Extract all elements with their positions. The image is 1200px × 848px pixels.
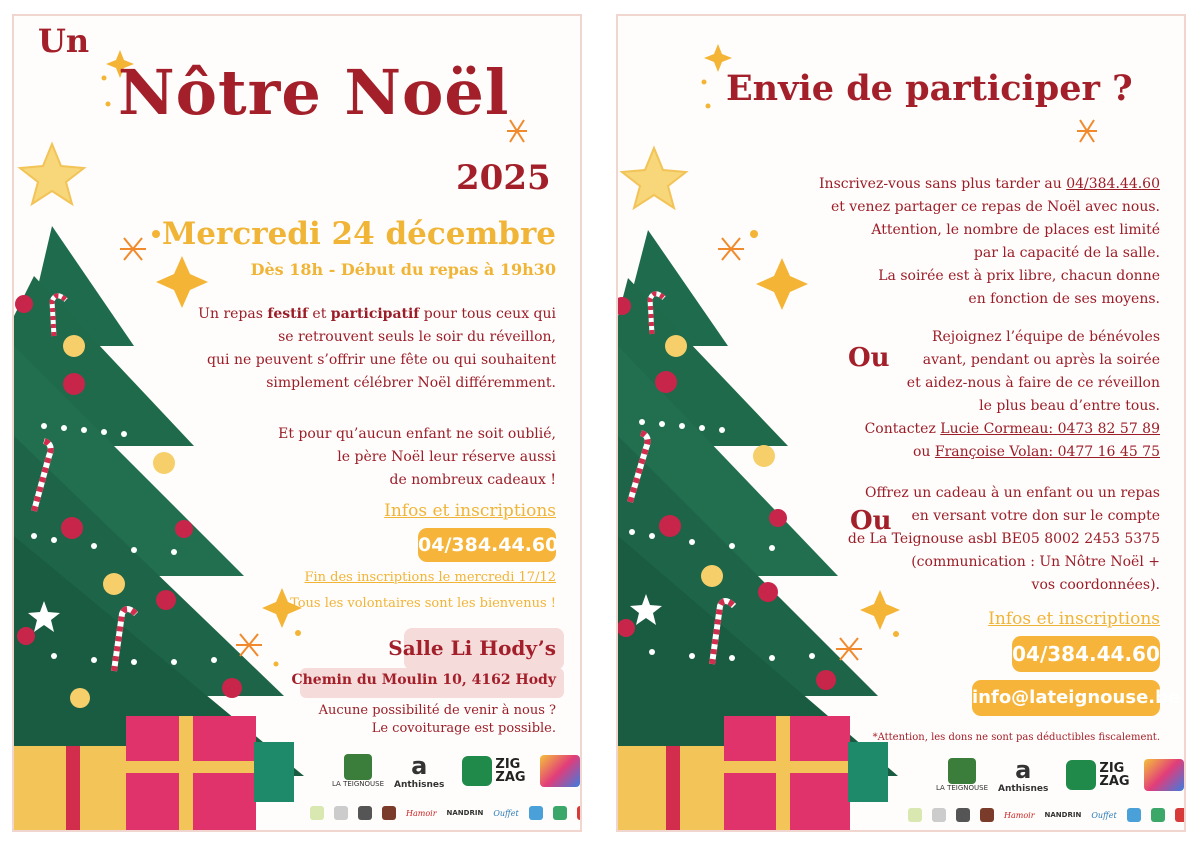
signup-phone-link[interactable]: 04/384.44.60: [1066, 176, 1160, 192]
signup-text: Inscrivez-vous sans plus tarder au: [819, 176, 1067, 192]
sponsor-logos-main: [936, 756, 1184, 794]
anthisnes-label: Anthisnes: [998, 784, 1049, 794]
zigzag-label: ZIG: [495, 757, 521, 772]
signup-line: et venez partager ce repas de Noël avec nous.: [830, 199, 1160, 215]
zigzag-logo: [462, 756, 525, 786]
signup-line: par la capacité de la salle.: [973, 245, 1160, 261]
or-label-1: Ou: [848, 343, 890, 373]
contact-text: Contactez: [864, 421, 941, 437]
signup-line: Attention, le nombre de places est limité: [871, 222, 1160, 238]
intro-text: pour tous ceux qui: [419, 306, 556, 322]
event-date: Mercredi 24 décembre: [161, 216, 556, 252]
municipality-logo: [1127, 808, 1141, 822]
zigzag-label: ZAG: [495, 770, 526, 785]
volunteers-welcome: Tous les volontaires sont les bienvenus !: [290, 596, 556, 611]
volunteer-line: et aidez-nous à faire de ce réveillon: [906, 375, 1160, 391]
contact-lucie-link[interactable]: Lucie Cormeau: 0473 82 57 89: [940, 421, 1160, 437]
municipality-logo: [1175, 808, 1186, 822]
donation-line: (communication : Un Nôtre Noël +: [911, 554, 1160, 570]
flyer-right: [616, 14, 1186, 832]
signup-line: La soirée est à prix libre, chacun donne: [878, 268, 1160, 284]
volunteer-line: le plus beau d’entre tous.: [979, 398, 1160, 414]
carpool-info: [319, 702, 556, 738]
teignouse-logo: [332, 754, 384, 788]
municipality-logo: [932, 808, 946, 822]
municipality-logo: [310, 806, 324, 820]
teignouse-logo: [936, 758, 988, 792]
zigzag-label: ZAG: [1099, 774, 1130, 789]
event-time: Dès 18h - Début du repas à 19h30: [250, 260, 556, 279]
anthisnes-letter: a: [411, 752, 428, 780]
teignouse-label: LA TEIGNOUSE: [332, 780, 384, 788]
signup-paragraph: [780, 173, 1160, 311]
zigzag-label: ZIG: [1099, 761, 1125, 776]
sponsor-logos-small: [908, 808, 1186, 822]
sponsor-logos-small: [310, 806, 582, 820]
phone-pill[interactable]: 04/384.44.60: [418, 528, 556, 562]
municipality-logo: [382, 806, 396, 820]
hamoir-logo: Hamoir: [1004, 810, 1035, 820]
title-prefix: Un: [38, 22, 90, 60]
intro-line: se retrouvent seuls le soir du réveillon,: [278, 329, 556, 345]
tax-footnote: *Attention, les dons ne sont pas déductibles fiscalement.: [872, 732, 1160, 743]
nandrin-logo: NANDRIN: [1044, 811, 1082, 819]
kids-line: de nombreux cadeaux !: [389, 472, 556, 488]
anthisnes-logo: [998, 756, 1048, 794]
municipality-logo: [577, 806, 582, 820]
kids-paragraph: [236, 423, 556, 492]
intro-line: qui ne peuvent s’offrir une fête ou qui souhaitent: [207, 352, 556, 368]
infos-label[interactable]: Infos et inscriptions: [988, 609, 1160, 629]
ouffet-logo: Ouffet: [493, 808, 519, 818]
municipality-logo: [358, 806, 372, 820]
donation-line: Offrez un cadeau à un enfant ou un repas: [864, 485, 1160, 501]
municipality-logo: [908, 808, 922, 822]
municipality-logo: [956, 808, 970, 822]
or-label-2: Ou: [850, 506, 892, 536]
email-pill[interactable]: info@lateignouse.be: [972, 680, 1160, 716]
intro-participatif: participatif: [330, 306, 420, 322]
intro-text: Un repas: [198, 306, 268, 322]
colorful-logo: [1144, 759, 1184, 791]
participate-title: Envie de participer ?: [726, 68, 1133, 109]
carpool-line: Le covoiturage est possible.: [371, 721, 556, 736]
carpool-line: Aucune possibilité de venir à nous ?: [318, 703, 556, 718]
donation-line: vos coordonnées).: [1031, 577, 1160, 593]
donation-line: de La Teignouse asbl BE05 8002 2453 5375: [847, 531, 1160, 547]
anthisnes-logo: [394, 752, 444, 790]
phone-pill[interactable]: 04/384.44.60: [1012, 636, 1160, 672]
zigzag-logo: [1066, 760, 1129, 790]
hamoir-logo: Hamoir: [406, 808, 437, 818]
event-title: Nôtre Noël: [118, 56, 510, 129]
intro-festif: festif: [267, 306, 308, 322]
volunteer-paragraph: [860, 326, 1160, 464]
infos-label[interactable]: Infos et inscriptions: [384, 501, 556, 521]
municipality-logo: [553, 806, 567, 820]
intro-text: et: [307, 306, 331, 322]
signup-line: en fonction de ses moyens.: [968, 291, 1160, 307]
municipality-logo: [1151, 808, 1165, 822]
donation-paragraph: [840, 482, 1160, 597]
event-year: 2025: [456, 158, 551, 198]
municipality-logo: [334, 806, 348, 820]
ouffet-logo: Ouffet: [1091, 810, 1117, 820]
teignouse-label: LA TEIGNOUSE: [936, 784, 988, 792]
venue-name: Salle Li Hody’s: [388, 636, 556, 660]
contact-text: ou: [912, 444, 935, 460]
kids-line: Et pour qu’aucun enfant ne soit oublié,: [278, 426, 556, 442]
kids-line: le père Noël leur réserve aussi: [337, 449, 556, 465]
volunteer-line: avant, pendant ou après la soirée: [922, 352, 1160, 368]
anthisnes-letter: a: [1015, 756, 1032, 784]
colorful-logo: [540, 755, 580, 787]
flyer-left: [12, 14, 582, 832]
intro-paragraph: [196, 303, 556, 395]
donation-line: en versant votre don sur le compte: [911, 508, 1160, 524]
registration-deadline: Fin des inscriptions le mercredi 17/12: [304, 570, 556, 585]
volunteer-line: Rejoignez l’équipe de bénévoles: [931, 329, 1160, 345]
venue-address: Chemin du Moulin 10, 4162 Hody: [291, 672, 556, 688]
contact-francoise-link[interactable]: Françoise Volan: 0477 16 45 75: [934, 444, 1160, 460]
sponsor-logos-main: [332, 752, 580, 790]
intro-line: simplement célébrer Noël différemment.: [266, 375, 556, 391]
nandrin-logo: NANDRIN: [446, 809, 484, 817]
municipality-logo: [980, 808, 994, 822]
municipality-logo: [529, 806, 543, 820]
anthisnes-label: Anthisnes: [394, 780, 445, 790]
